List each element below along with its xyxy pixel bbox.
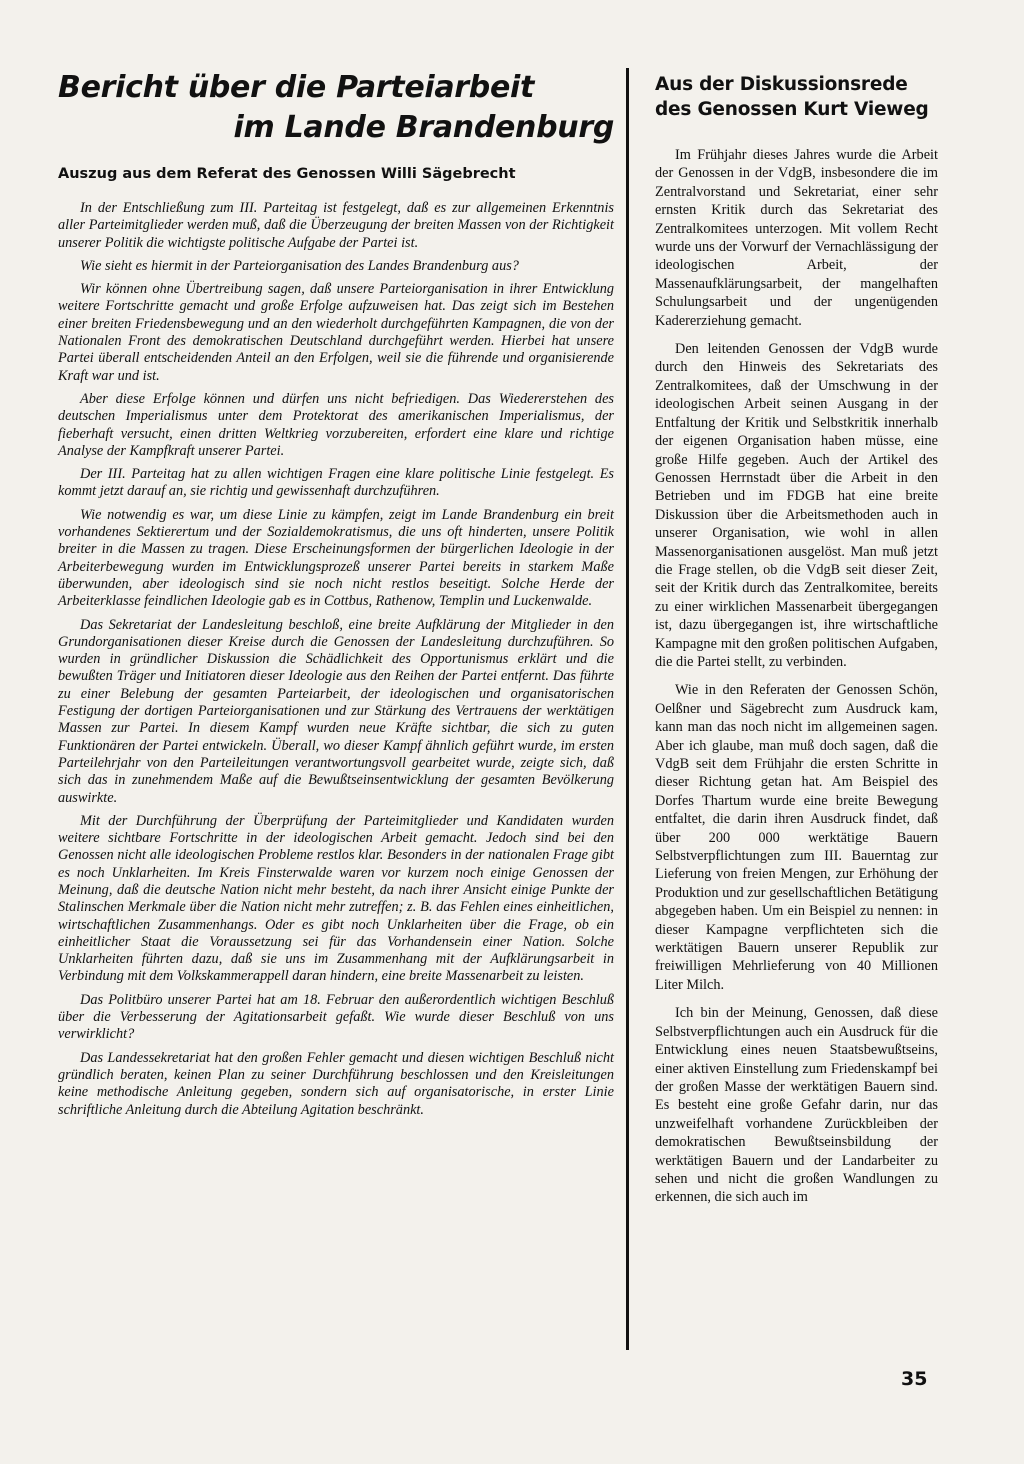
- paragraph: Wie notwendig es war, um diese Linie zu kämpfen, zeigt im Lande Brandenburg ein breit vorhandenes Sektierertum und der Sozialdemokratismus, die uns oft hinderten, unsere Politik breiter in die Massen zu tragen. Diese Erscheinungsformen der bürgerlichen Ideologie in der Arbeiterbewegung wurden im Entwicklungsprozeß unserer Partei bereits in starkem Maße überwunden, aber ideologisch sind sie noch nicht restlos beseitigt. Solche Herde der Arbeiterklasse feindlichen Ideologie gab es in Cottbus, Rathenow, Templin und Luckenwalde.: [58, 506, 614, 610]
- left-article: [58, 68, 614, 1125]
- article-title-line-2: im Lande Brandenburg: [233, 110, 614, 145]
- paragraph: Wie sieht es hiermit in der Parteiorganisation des Landes Brandenburg aus?: [80, 257, 519, 274]
- article-title-line-1: Bericht über die Parteiarbeit: [58, 70, 535, 105]
- paragraph: Das Politbüro unserer Partei hat am 18. Februar den außerordentlich wichtigen Beschluß über die Verbesserung der Agitationsarbeit gefaßt. Wie wurde dieser Beschluß von uns verwirklicht?: [58, 991, 614, 1043]
- sidebar-article-title-line-2: des Genossen Kurt Vieweg: [655, 99, 929, 120]
- article-body: [58, 200, 614, 1119]
- paragraph: Wie in den Referaten der Genossen Schön, Oelßner und Sägebrecht zum Ausdruck kam, kann man das noch nicht im allgemeinen sagen. Aber ich glaube, man muß doch sagen, daß die VdgB seit dem Frühjahr die ersten Schritte in dieser Richtung getan hat. Am Beispiel des Dorfes Thartum wurde eine breite Bewegung entfaltet, die darin ihren Ausdruck findet, daß über 200 000 werktätige Bauern Selbstverpflichtungen zum III. Bauerntag zur Lieferung von freien Mengen, zur Erhöhung der Produktion und zur gesellschaftlichen Betätigung abgegeben haben. Um ein Beispiel zu nennen: in dieser Kampagne verpflichteten sich die werktätigen Bauern unserer Republik zur freiwilligen Mehrlieferung von 40 Millionen Liter Milch.: [655, 682, 938, 993]
- paragraph: Aber diese Erfolge können und dürfen uns nicht befriedigen. Das Wiedererstehen des deutschen Imperialismus unter dem Protektorat des amerikanischen Imperialismus, der fieberhaft versucht, einen dritten Weltkrieg vorzubereiten, erfordert eine klare und richtige Analyse der Kampfkraft unserer Partei.: [58, 390, 614, 459]
- right-article: [655, 72, 938, 1217]
- article-title: [58, 68, 614, 148]
- column-divider: [626, 68, 629, 1350]
- article-subtitle: Auszug aus dem Referat des Genossen Willi Sägebrecht: [58, 166, 516, 182]
- paragraph: Wir können ohne Übertreibung sagen, daß unsere Parteiorganisation in ihrer Entwicklung weitere Fortschritte gemacht und große Erfolge aufzuweisen hat. Das zeigt sich im Bestehen einer breiten Friedensbewegung und an den wiederholt durchgeführten Kampagnen, die von der Nationalen Front des demokratischen Deutschland durchgeführt werden. Hierbei hat unsere Partei überall entscheidenden Anteil an den Erfolgen, weil sie die führende und organisierende Kraft war und ist.: [58, 281, 614, 384]
- paragraph: Das Sekretariat der Landesleitung beschloß, eine breite Aufklärung der Mitglieder in den Grundorganisationen dieser Kreise durch die Genossen der Landesleitung durchzuführen. So wurden in gründlicher Diskussion die Schädlichkeit des Opportunismus erklärt und die bewußten Träger und Initiatoren dieser Ideologie aus den Reihen der Partei entfernt. Das führte zu einer Belebung der gesamten Parteiarbeit, der ideologischen und organisatorischen Festigung der dortigen Parteiorganisationen und zur Stärkung des Vertrauens der werktätigen Massen zur Partei. In diesem Kampf wurden neue Kräfte sichtbar, die sich zu guten Funktionären der Partei entwickeln. Überall, wo dieser Kampf ähnlich geführt wurde, im ersten Parteilehrjahr von den Parteileitungen verantwortungsvoll gearbeitet wurde, zeigte sich, daß sich das in zunehmendem Maße auf die Bewußtseinsentwicklung der gesamten Bevölkerung auswirkte.: [58, 616, 614, 806]
- sidebar-article-title-line-1: Aus der Diskussionsrede: [655, 74, 908, 95]
- paragraph: Ich bin der Meinung, Genossen, daß diese Selbstverpflichtungen auch ein Ausdruck für die Entwicklung eines neuen Staatsbewußtseins, einer aktiven Einstellung zum Friedenskampf bei der großen Masse der werktätigen Bauern sind. Es besteht eine große Gefahr darin, nur das unzweifelhaft vorhandene Zurückbleiben der demokratischen Bewußtseinsbildung der werktätigen Bauern und der Landarbeiter zu sehen und nicht die großen Wandlungen zu erkennen, die sich auch im: [655, 1005, 938, 1206]
- paragraph: Im Frühjahr dieses Jahres wurde die Arbeit der Genossen in der VdgB, insbesondere die im Zentralvorstand und Sekretariat, einer sehr ernsten Kritik durch das Sekretariat des Zentralkomitees unterzogen. Mit vollem Recht wurde uns der Vorwurf der Vernachlässigung der ideologischen Arbeit, der Massenaufklärungsarbeit, der mangelhaften Schulungsarbeit und der ungenügenden Kadererziehung gemacht.: [655, 147, 938, 329]
- paragraph: Den leitenden Genossen der VdgB wurde durch den Hinweis des Sekretariats des Zentralkomitees, daß der Umschwung in der ideologischen Arbeit seinen Ausgang in der Entfaltung der Kritik und Selbstkritik innerhalb der eigenen Organisation haben müsse, eine große Hilfe gegeben. Auch der Artikel des Genossen Herrnstadt über die Arbeit in den Betrieben und im FDGB hat eine breite Diskussion über die Arbeitsmethoden auch in unserer Organisation, wie wohl in allen Massenorganisationen ausgelöst. Man muß jetzt die Frage stellen, ob die VdgB seit dieser Zeit, seit der Kritik durch das Zentralkomitee, bereits zu einer wirklichen Massenarbeit übergegangen ist, dazu übergegangen ist, ihre wirtschaftliche Kampagne mit den großen politischen Aufgaben, die die Partei stellt, zu verbinden.: [655, 341, 938, 670]
- paragraph: In der Entschließung zum III. Parteitag ist festgelegt, daß es zur allgemeinen Erkenntnis aller Parteimitglieder werden muß, daß die Überzeugung der breiten Massen von der Richtigkeit unserer Politik die wichtigste politische Aufgabe der Partei ist.: [58, 200, 614, 251]
- page-number: 35: [901, 1368, 928, 1390]
- paragraph: Mit der Durchführung der Überprüfung der Parteimitglieder und Kandidaten wurden weitere sichtbare Fortschritte in der ideologischen Arbeit gemacht. Jedoch sind bei den Genossen nicht alle ideologischen Probleme restlos klar. Besonders in der nationalen Frage gibt es noch Unklarheiten. Im Kreis Finsterwalde waren vor kurzem noch einige Genossen der Meinung, daß die deutsche Nation nicht mehr besteht, da nach ihrer Ansicht einige Punkte der Stalinschen Merkmale über die Nation nicht mehr zutreffen; z. B. das Fehlen eines einheitlichen, wirtschaftlichen Zusammenhangs. Oder es gibt noch Unklarheiten über die Frage, ob ein einheitlicher Staat die Voraussetzung sei für das Vorhandensein einer Nation. Solche Unklarheiten führten dazu, daß sie uns im Zusammenhang mit der Aufklärungsarbeit in Verbindung mit dem Volkskammerappell daran hindern, eine breite Massenarbeit zu leisten.: [58, 812, 614, 985]
- sidebar-article-body: [655, 146, 938, 1207]
- paragraph: Der III. Parteitag hat zu allen wichtigen Fragen eine klare politische Linie festgelegt. Es kommt jetzt darauf an, sie richtig und gewissenhaft durchzuführen.: [58, 466, 614, 500]
- paragraph: Das Landessekretariat hat den großen Fehler gemacht und diesen wichtigen Beschluß nicht gründlich beraten, keinen Plan zu seiner Durchführung beschlossen und den Kreisleitungen keine methodische Anleitung gegeben, sondern sich auf organisatorische, in erster Linie schriftliche Anleitung durch die Abteilung Agitation beschränkt.: [58, 1049, 614, 1118]
- sidebar-article-title: [655, 72, 938, 122]
